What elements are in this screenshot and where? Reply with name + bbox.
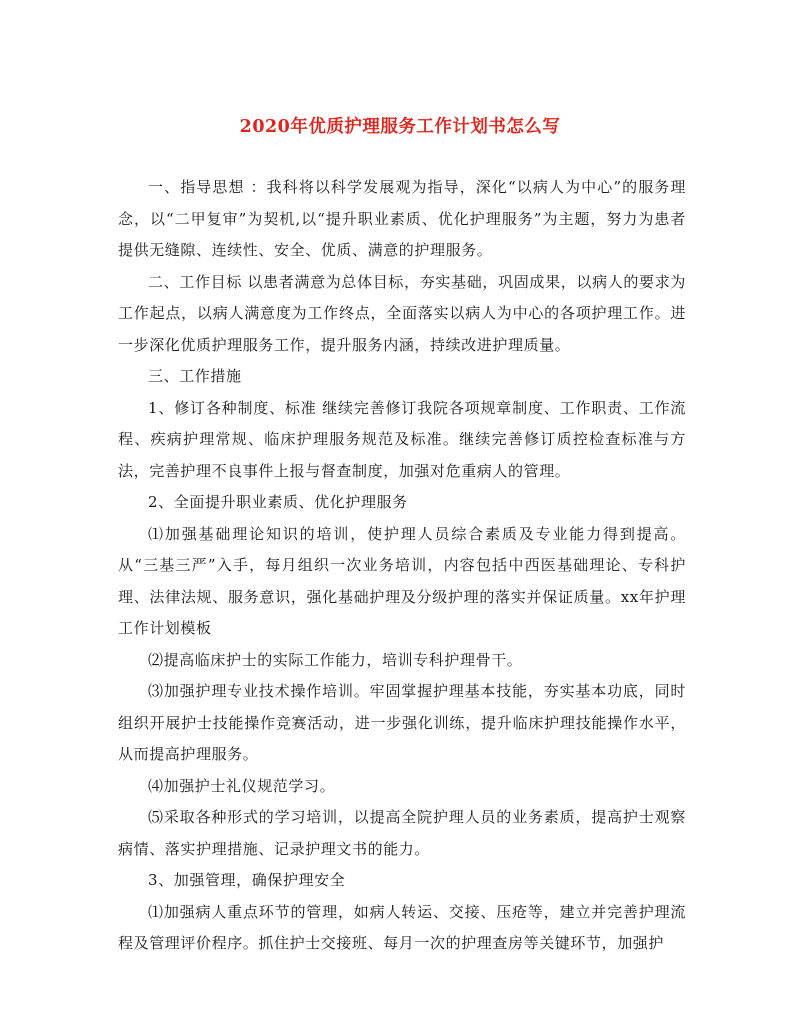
paragraph-measure-2-item-2: ⑵提高临床护士的实际工作能力，培训专科护理骨干。 <box>148 650 523 669</box>
paragraph-measure-2-item-3: ⑶加强护理专业技术操作培训。牢固掌握护理基本技能，夯实基本功底，同时组织开展护士技能操作竞赛活动，进一步强化训练，提升临床护理技能操作水平，从而提高护理服务。 <box>118 682 686 763</box>
paragraph-work-goal: 二、工作目标 以患者满意为总体目标，夯实基础，巩固成果，以病人的要求为工作起点，以病人满意度为工作终点，全面落实以病人为中心的各项护理工作。进一步深化优质护理服务工作，提升服务内涵，持续改进护理质量。 <box>118 272 686 354</box>
paragraph-measure-2-item-1: ⑴加强基础理论知识的培训，使护理人员综合素质及专业能力得到提高。从“三基三严”入手，每月组织一次业务培训，内容包括中西医基础理论、专科护理、法律法规、服务意识，强化基础护理及分级护理的落实并保证质量。xx年护理工作计划模板 <box>118 524 686 637</box>
heading-measure-2: 2、全面提升职业素质、优化护理服务 <box>148 493 408 511</box>
heading-measure-3: 3、加强管理，确保护理安全 <box>148 871 346 889</box>
document-body <box>118 172 686 960</box>
paragraph-measure-2-item-5: ⑸采取各种形式的学习培训，以提高全院护理人员的业务素质，提高护士观察病情、落实护理措施、记录护理文书的能力。 <box>118 808 686 858</box>
document-title: 2020年优质护理服务工作计划书怎么写 <box>239 117 561 137</box>
heading-work-measures: 三、工作措施 <box>148 367 242 385</box>
paragraph-measure-2-item-4: ⑷加强护士礼仪规范学习。 <box>148 776 336 795</box>
paragraph-measure-3-item-1: ⑴加强病人重点环节的管理，如病人转运、交接、压疮等，建立并完善护理流程及管理评价程序。抓住护士交接班、每月一次的护理查房等关键环节，加强护 <box>118 902 686 952</box>
paragraph-measure-1: 1、修订各种制度、标准 继续完善修订我院各项规章制度、工作职责、工作流程、疾病护理常规、临床护理服务规范及标准。继续完善修订质控检查标准与方法，完善护理不良事件上报与督查制度，加强对危重病人的管理。 <box>118 398 686 480</box>
paragraph-guiding-idea: 一、指导思想 ：我科将以科学发展观为指导，深化“以病人为中心”的服务理念，以“二甲复审”为契机,以“提升职业素质、优化护理服务”为主题，努力为患者提供无缝隙、连续性、安全、优质、满意的护理服务。 <box>118 178 686 259</box>
